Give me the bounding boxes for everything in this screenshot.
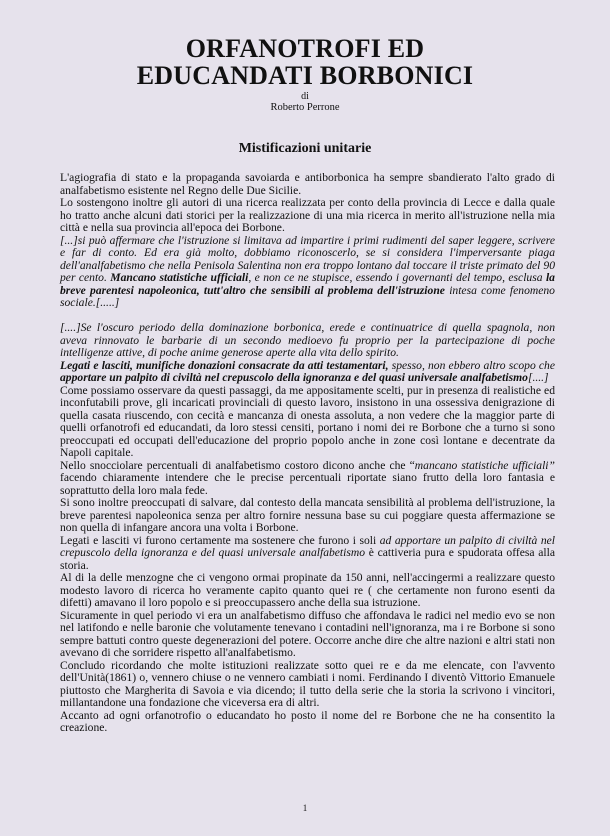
document-body bbox=[60, 172, 555, 735]
quote-2 bbox=[60, 322, 555, 385]
quote-1-text-c: intesa come fenomeno sociale.[.....] bbox=[60, 283, 555, 309]
paragraph-2: Lo sostengono inoltre gli autori di una ricerca realizzata per conto della provincia di Lecce e dalla quale ho tratto anche alcuni dati storici per la realizzazione di una mia ricerca in merito all'istruzione nella mia città e nella sua provincia all'epoca dei Borbone. bbox=[60, 196, 555, 234]
paragraph-4-quote: mancano statistiche ufficiali” bbox=[414, 458, 555, 472]
document-title-line2: EDUCANDATI BORBONICI bbox=[136, 61, 474, 90]
paragraph-1: L'agiografia di stato e la propaganda savoiarda e antiborbonica ha sempre sbandierato l'alto grado di analfabetismo esistente nel Regno delle Due Sicilie. bbox=[60, 171, 555, 197]
paragraph-6-text-a: Legati e lasciti vi furono certamente ma sostenere che furono i soli bbox=[60, 533, 380, 547]
byline-di: di bbox=[301, 91, 309, 102]
page-number: 1 bbox=[302, 803, 308, 813]
quote-2-emphasis-b: apportare un palpito di civiltà nel crepuscolo della ignoranza e del quasi universale analfabetismo bbox=[60, 371, 528, 384]
paragraph-6-quote: ad apportare un palpito di civiltà nel crepuscolo della ignoranza e del quasi universale analfabetismo bbox=[60, 533, 555, 559]
paragraph-9: Concludo ricordando che molte istituzioni realizzate sotto quei re e da me elencate, con l'avvento dell'Unità(1861) o, vennero chiuse o ne vennero cambiati i nomi. Ferdinando I diventò Vittorio Emanuele piuttosto che Margherita di Savoia e via dicendo; il tutto della serie che la storia la scrivono i vincitori, millantandone una fondazione che viceversa era di altri. bbox=[60, 658, 555, 709]
document-title-line1: ORFANOTROFI ED bbox=[185, 34, 425, 63]
author-name: Roberto Perrone bbox=[270, 102, 340, 113]
paragraph-4-text-b: facendo chiaramente intendere che le precise percentuali riportate siano frutto della loro fantasia e soprattutto della loro mala fede. bbox=[60, 471, 555, 497]
paragraph-3: Come possiamo osservare da questi passaggi, da me appositamente scelti, pur in presenza di realistiche ed inconfutabili prove, gli incaricati provinciali di questo lavoro, insistono in una ossessiva denigrazione di quella casata riuscendo, con cecità e mancanza di onesta assoluta, a non vedere che la maggior parte di quelli orfanotrofi ed educandati, da loro stessi censiti, portano i nomi dei re Borbone che a turno si sono preoccupati ed occupati dell'educazione del proprio popolo anche in zone così lontane e decentrate da Napoli capitale. bbox=[60, 383, 555, 459]
paragraph-10: Accanto ad ogni orfanotrofio o educandato ho posto il nome del re Borbone che ne ha consentito la creazione. bbox=[60, 708, 555, 734]
quote-2-text-a: [....]Se l'oscuro periodo della dominazione borbonica, erede e continuatrice di quella spagnola, non aveva rinnovato le barbarie di un secondo medioevo fu proprio per la partecipazione di poche intelligenze attive, di poche anime generose aperte alla vita dello spirito. bbox=[60, 321, 555, 359]
quote-2-emphasis-a: Legati e lasciti, munifiche donazioni consacrate da atti testamentari, bbox=[60, 358, 389, 372]
paragraph-4-text-a: Nello snocciolare percentuali di analfabetismo costoro dicono anche che “ bbox=[60, 458, 415, 472]
paragraph-5: Si sono inoltre preoccupati di salvare, dal contesto della mancata sensibilità al problema dell'istruzione, la breve parentesi napoleonica senza per altro fornire nessuna base su cui poggiare questa affermazione se non quella di infangare ancora una volta i Borbone. bbox=[60, 496, 555, 534]
quote-1 bbox=[60, 235, 555, 310]
paragraph-7: Al di la delle menzogne che ci vengono ormai propinate da 150 anni, nell'accingermi a realizzare questo modesto lavoro di ricerca ho veramente capito quanto quei re ( che certamente non furono esenti da difetti) amavano il loro popolo e si preoccupassero anche della sua istruzione. bbox=[60, 571, 555, 609]
quote-1-emphasis-b: la breve parentesi napoleonica, tutt'altro che sensibili al problema dell'istruzione bbox=[60, 271, 555, 297]
quote-1-text-a: [...]si può affermare che l'istruzione si limitava ad impartire i primi rudimenti del saper leggere, scrivere e far di conto. Ed era già molto, dobbiamo riconoscerlo, se si considera l'imperversante piaga dell'analfabetismo che nella Penisola Salentina non era troppo lontano dal toccare il triste primato del 90 per cento. bbox=[60, 233, 555, 284]
section-title: Mistificazioni unitarie bbox=[238, 141, 372, 156]
quote-2-text-b: spesso, non ebbero altro scopo che bbox=[388, 358, 555, 372]
quote-1-emphasis-a: Mancano statistiche ufficiali bbox=[110, 271, 249, 284]
paragraph-8: Sicuramente in quel periodo vi era un analfabetismo diffuso che affondava le radici nel medio evo se non nel latifondo e nelle baronie che volutamente tenevano i contadini nell'ignoranza, ma i re Borbone si sono sempre battuti contro queste degenerazioni del potere. Occorre anche dire che altre nazioni e altri stati non avevano di che sorridere rispetto all'analfabetismo. bbox=[60, 608, 555, 659]
paragraph-6 bbox=[60, 535, 555, 573]
paragraph-4 bbox=[60, 460, 555, 498]
quote-1-text-b: , e non ce ne stupisce, essendo i governanti del tempo, esclusa bbox=[248, 271, 546, 284]
quote-2-text-c: [....] bbox=[527, 371, 549, 384]
paragraph-6-text-b: è cattiveria pura e spudorata offesa alla storia. bbox=[60, 546, 555, 572]
